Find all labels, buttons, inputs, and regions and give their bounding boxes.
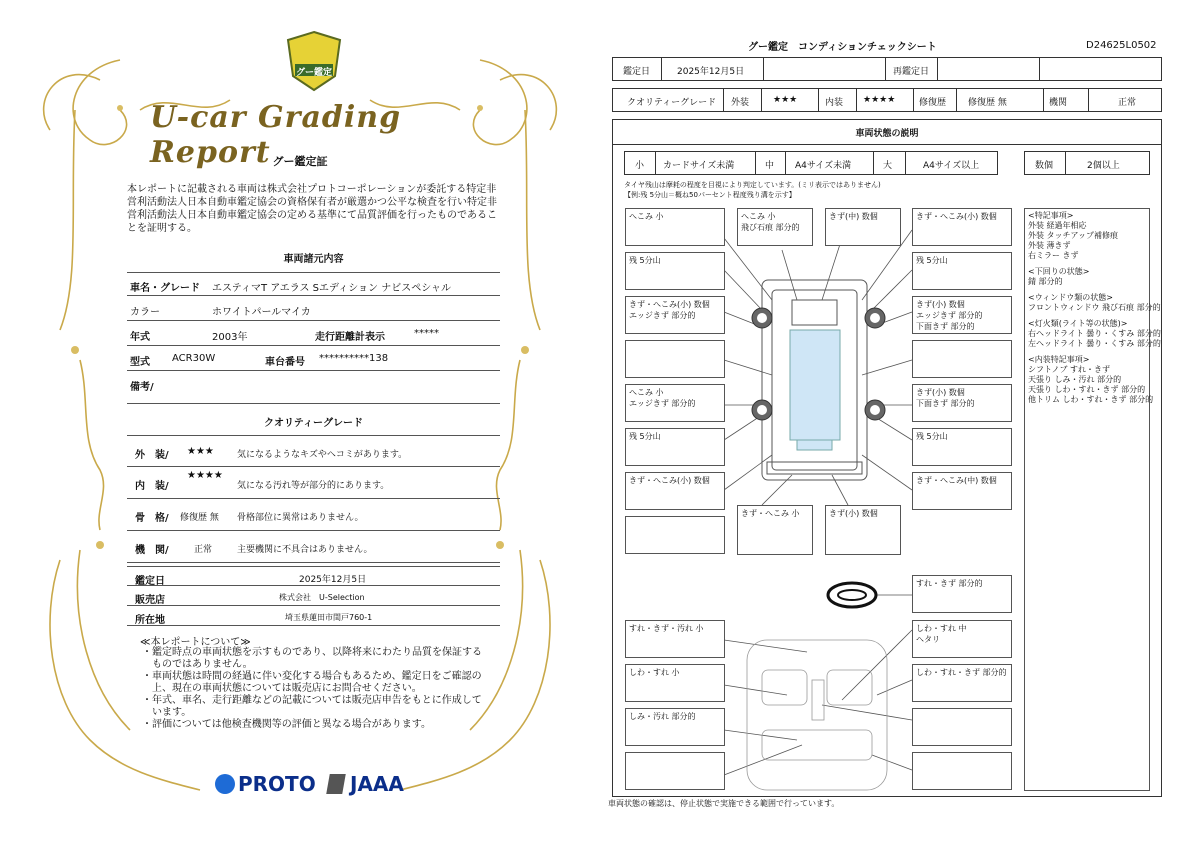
- damage-label-left-cargo: [625, 752, 725, 790]
- sheet-title: グー鑑定 コンディションチェックシート: [748, 42, 937, 53]
- chassis-value: **********138: [319, 353, 389, 364]
- proto-logo-icon: [215, 774, 235, 794]
- color-row: [127, 297, 500, 321]
- note-line: フロントウィンドウ 飛び石痕 部分的: [1028, 303, 1161, 312]
- address-value: 埼玉県蓮田市閏戸760-1: [285, 613, 373, 622]
- tire-label-rear-left: 残 5分山: [625, 428, 725, 466]
- tire-note-2: 【例:残 5分山＝概ね50パーセント程度残り溝を示す】: [624, 191, 796, 199]
- engine-value: 正常: [194, 545, 213, 555]
- frame-value: 修復歴 無: [180, 513, 219, 523]
- mileage-value: *****: [414, 328, 439, 339]
- note-line: 他トリム しわ・すれ・きず 部分的: [1028, 395, 1154, 404]
- sheet-date-label: 鑑定日: [623, 67, 651, 77]
- name-label: 車名・グレード: [130, 283, 200, 294]
- damage-label-left-front-door: きず・へこみ(小) 数個 エッジきず 部分的: [625, 296, 725, 334]
- interior-label: 内 装/: [135, 481, 169, 492]
- sheet-interior-stars: ★★★★: [863, 95, 896, 105]
- certificate-title: グー鑑定証: [272, 155, 328, 168]
- damage-label-rear-bumper-left: きず・へこみ 小: [737, 505, 813, 555]
- sheet-engine-value: 正常: [1118, 98, 1137, 108]
- size-mid-desc: A4サイズ未満: [795, 161, 852, 171]
- damage-label-steering: すれ・きず 部分的: [912, 575, 1012, 613]
- name-value: エスティマT アエラス Sエディション ナビスペシャル: [212, 283, 451, 294]
- notes-title: ≪本レポートについて≫: [140, 637, 251, 648]
- tire-label-front-right: 残 5分山: [912, 252, 1012, 290]
- sheet-interior-label: 内装: [825, 98, 844, 108]
- proto-logo: PROTO: [238, 772, 316, 796]
- report-title: U-car Grading Report: [150, 100, 402, 170]
- sheet-repair-value: 修復歴 無: [968, 98, 1007, 108]
- interior-stars: ★★★★: [187, 470, 223, 481]
- damage-label-front-left-corner: へこみ 小: [625, 208, 725, 246]
- size-legend: [624, 151, 998, 175]
- certificate-statement: 本レポートに記載される車両は株式会社プロトコーポレーションが委託する特定非営利活動法人日本自動車鑑定協会の資格保有者が厳選かつ公平な検査を行い特定非営利活動法人日本自動車鑑定協会の定める基準にて品質評価を行ったものであることを証明する。: [127, 184, 497, 234]
- sheet-date-value: 2025年12月5日: [677, 67, 745, 77]
- note-line: 外装 経過年相応: [1028, 221, 1087, 230]
- damage-label-right-middle: [912, 340, 1012, 378]
- size-large: 大: [883, 161, 893, 171]
- count-label: 数個: [1035, 161, 1054, 171]
- damage-label-hood: きず(中) 数個: [825, 208, 901, 246]
- damage-label-left-middle: [625, 340, 725, 378]
- note-line: シフトノブ すれ・きず: [1028, 365, 1111, 374]
- damage-label-right-cargo: [912, 752, 1012, 790]
- tire-note-1: タイヤ残山は摩耗の程度を目視により判定しています。(ミリ表示ではありません): [624, 181, 881, 189]
- size-small: 小: [635, 161, 645, 171]
- note-line: 外装 タッチアップ補修痕: [1028, 231, 1118, 240]
- model-value: ACR30W: [172, 353, 216, 364]
- sheet-footer: 車両状態の確認は、停止状態で実施できる範囲で行っています。: [608, 799, 840, 808]
- note-line: 右ヘッドライト 曇り・くすみ 部分的: [1028, 329, 1161, 338]
- note-item: ・年式、車名、走行距離などの記載については販売店申告をもとに作成しています。: [142, 695, 482, 718]
- exterior-text: 気になるようなキズやヘコミがあります。: [237, 450, 408, 460]
- note-line: 天張り しわ・すれ・きず 部分的: [1028, 385, 1146, 394]
- size-small-desc: カードサイズ未満: [663, 161, 735, 171]
- damage-label-left-front-seat: すれ・きず・汚れ 小: [625, 620, 725, 658]
- frame-text: 骨格部位に異常はありません。: [237, 513, 364, 523]
- note-line: <特記事項>: [1028, 211, 1074, 220]
- tire-label-front-left: 残 5分山: [625, 252, 725, 290]
- remarks-row: [127, 372, 500, 404]
- damage-label-right-front-door: きず(小) 数個 エッジきず 部分的 下面きず 部分的: [912, 296, 1012, 334]
- address-row: [127, 606, 500, 626]
- name-row: [127, 272, 500, 296]
- quality-table: [612, 88, 1162, 112]
- special-notes-panel: [1024, 208, 1161, 791]
- frame-label: 骨 格/: [135, 513, 169, 524]
- year-label: 年式: [130, 332, 150, 343]
- damage-label-right-rear-interior: [912, 708, 1012, 746]
- remarks-label: 備考/: [130, 382, 154, 393]
- dealer-row: [127, 586, 500, 606]
- goo-grading-badge: [285, 30, 343, 92]
- sheet-engine-label: 機関: [1049, 98, 1068, 108]
- reinspect-label: 再鑑定日: [893, 67, 930, 77]
- mileage-label: 走行距離計表示: [315, 332, 385, 343]
- engine-row: [127, 531, 500, 563]
- damage-label-left-rear-door: へこみ 小 エッジきず 部分的: [625, 384, 725, 422]
- model-row: [127, 347, 500, 371]
- count-legend: [1024, 151, 1150, 175]
- note-line: <内装特記事項>: [1028, 355, 1090, 364]
- model-label: 型式: [130, 357, 150, 368]
- damage-label-left-interior: しわ・すれ 小: [625, 664, 725, 702]
- sheet-exterior-stars: ★★★: [773, 95, 798, 105]
- note-line: 左ヘッドライト 曇り・くすみ 部分的: [1028, 339, 1161, 348]
- note-item: ・車両状態は時間の経過に伴い変化する場合もあるため、鑑定日をご確認の上、現在の車両状態については販売店にお問合せください。: [142, 671, 482, 694]
- damage-label-front-right: きず・へこみ(小) 数個: [912, 208, 1012, 246]
- badge-label: グー鑑定: [295, 68, 332, 78]
- damage-label-front-left-fender: へこみ 小 飛び石痕 部分的: [737, 208, 813, 246]
- jaaa-logo: JAAA: [350, 772, 404, 796]
- count-value: 2個以上: [1087, 161, 1120, 171]
- note-line: <灯火類(ライト等の状態)>: [1028, 319, 1128, 328]
- interior-text: 気になる汚れ等が部分的にあります。: [237, 481, 390, 491]
- engine-text: 主要機関に不具合はありません。: [237, 545, 373, 555]
- note-line: <下回りの状態>: [1028, 267, 1090, 276]
- tire-label-rear-right: 残 5分山: [912, 428, 1012, 466]
- date-label: 鑑定日: [135, 576, 165, 587]
- dealer-value: 株式会社 U-Selection: [279, 593, 365, 602]
- exterior-stars: ★★★: [187, 446, 214, 457]
- chassis-label: 車台番号: [265, 357, 305, 368]
- damage-label-right-interior: しわ・すれ・きず 部分的: [912, 664, 1012, 702]
- damage-label-rear-left-lower: [625, 516, 725, 554]
- dealer-label: 販売店: [135, 595, 165, 606]
- document-id: D24625L0502: [1086, 40, 1157, 51]
- date-table: [612, 57, 1162, 81]
- frame-row: [127, 499, 500, 531]
- damage-label-rear-right: きず・へこみ(中) 数個: [912, 472, 1012, 510]
- note-line: 錆 部分的: [1028, 277, 1063, 286]
- sheet-repair-label: 修復歴: [919, 98, 947, 108]
- size-mid: 中: [765, 161, 775, 171]
- address-label: 所在地: [135, 615, 165, 626]
- spec-section-title: 車両諸元内容: [283, 254, 344, 265]
- color-value: ホワイトパールマイカ: [212, 307, 311, 318]
- quality-section-title: クオリティーグレード: [264, 418, 363, 429]
- note-line: 外装 薄きず: [1028, 241, 1071, 250]
- year-value: 2003年: [212, 332, 248, 343]
- damage-label-rear-left: きず・へこみ(小) 数個: [625, 472, 725, 510]
- damage-label-right-rear-door: きず(小) 数個 下面きず 部分的: [912, 384, 1012, 422]
- note-line: 天張り しみ・汚れ 部分的: [1028, 375, 1122, 384]
- sheet-exterior-label: 外装: [731, 98, 750, 108]
- size-large-desc: A4サイズ以上: [923, 161, 980, 171]
- sheet-quality-label: クオリティーグレード: [627, 98, 717, 108]
- damage-label-rear-bumper-right: きず(小) 数個: [825, 505, 901, 555]
- engine-label: 機 関/: [135, 545, 169, 556]
- condition-title: 車両状態の説明: [855, 129, 919, 139]
- note-line: 右ミラー きず: [1028, 251, 1079, 260]
- note-item: ・評価については他検査機関等の評価と異なる場合があります。: [142, 719, 431, 730]
- damage-label-rear-seat: しみ・汚れ 部分的: [625, 708, 725, 746]
- interior-row: [127, 467, 500, 499]
- color-label: カラー: [130, 307, 160, 318]
- damage-label-driver-seat: しわ・すれ 中 ヘタリ: [912, 620, 1012, 658]
- note-item: ・鑑定時点の車両状態を示すものであり、以降将来にわたり品質を保証するものではありません。: [142, 647, 482, 670]
- note-line: <ウィンドウ類の状態>: [1028, 293, 1113, 302]
- date-value: 2025年12月5日: [299, 575, 367, 585]
- exterior-row: [127, 435, 500, 467]
- year-row: [127, 322, 500, 346]
- notes-list: [140, 647, 490, 731]
- date-row: [127, 566, 500, 586]
- exterior-label: 外 装/: [135, 450, 169, 461]
